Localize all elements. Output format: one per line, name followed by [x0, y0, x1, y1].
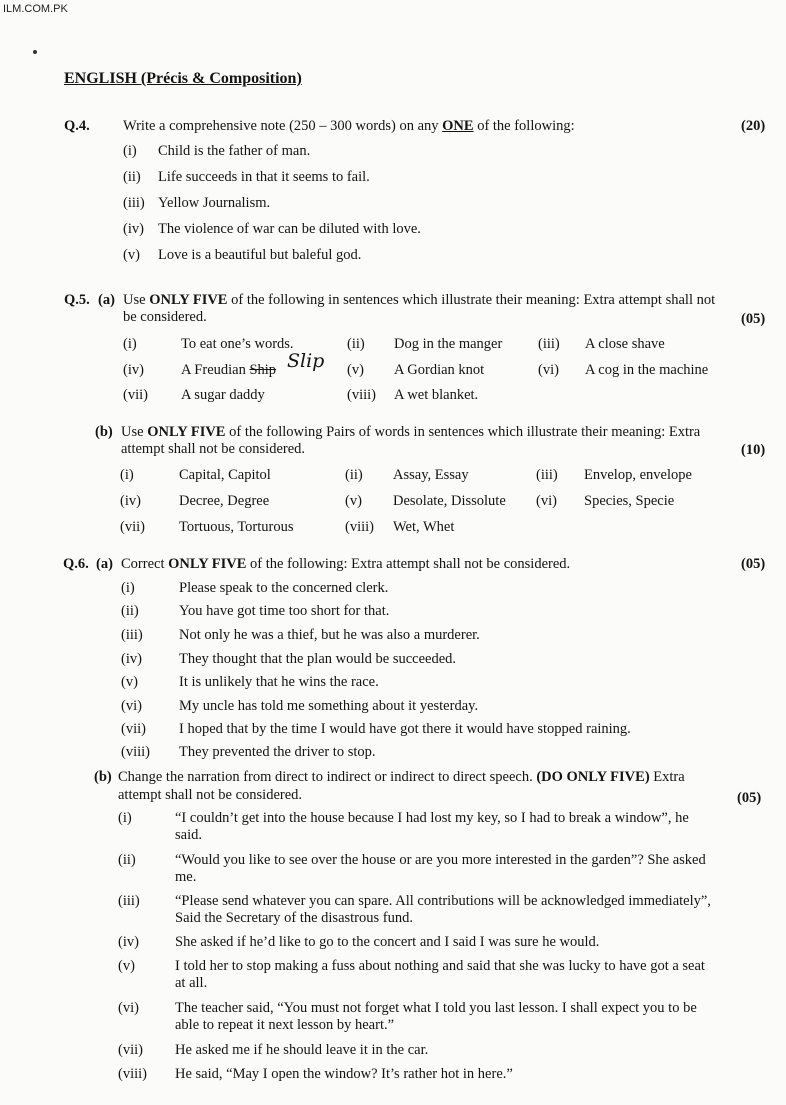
part-marks: (05) [741, 556, 766, 572]
item-text-part: A Freudian [181, 362, 250, 378]
item-text: “Would you like to see over the house or are you more interested in the garden”? She asked [175, 852, 706, 868]
part-label: (a) [96, 556, 113, 572]
item-text: She asked if he’d like to go to the concert and I said I was sure he would. [175, 934, 600, 950]
part-instruction [121, 424, 700, 441]
item-text-cont: said. [175, 827, 202, 843]
item-number: (i) [121, 580, 135, 596]
item-text: A sugar daddy [181, 387, 265, 403]
instruction-text: Extra [649, 769, 685, 785]
item-text: I told her to stop making a fuss about nothing and said that she was lucky to have got a seat [175, 958, 705, 974]
item-number: (vi) [538, 362, 559, 378]
item-text: Decree, Degree [179, 493, 270, 509]
item-number: (v) [123, 247, 140, 263]
item-number: (v) [118, 958, 135, 974]
item-number: (iv) [123, 362, 144, 378]
item-text: He said, “May I open the window? It’s rather hot in here.” [175, 1066, 513, 1082]
item-text: Yellow Journalism. [158, 195, 271, 211]
stray-dot-mark [33, 50, 37, 54]
item-text: “Please send whatever you can spare. All contributions will be acknowledged immediately”, [175, 893, 711, 909]
instruction-emphasis: ONLY FIVE [149, 292, 228, 308]
item-text: The teacher said, “You must not forget what I told you last lesson. I shall expect you to be [175, 1000, 697, 1016]
item-text: Child is the father of man. [158, 143, 311, 159]
item-text: Tortuous, Torturous [179, 519, 294, 535]
question-marks: (20) [741, 118, 766, 134]
question-instruction [123, 118, 575, 135]
item-text: A wet blanket. [394, 387, 479, 403]
part-label: (a) [98, 292, 115, 308]
item-text: I hoped that by the time I would have got there it would have stopped raining. [179, 721, 631, 737]
item-number: (viii) [345, 519, 374, 535]
part-instruction-cont: attempt shall not be considered. [118, 787, 303, 803]
instruction-emphasis: ONLY FIVE [168, 556, 247, 572]
item-text: Not only he was a thief, but he was also a murderer. [179, 627, 480, 643]
item-number: (i) [123, 336, 137, 352]
item-number: (v) [121, 674, 138, 690]
instruction-text: Use [121, 424, 148, 440]
item-number: (iii) [121, 627, 143, 643]
question-number: Q.5. [64, 292, 90, 308]
site-watermark: ILM.COM.PK [3, 3, 68, 15]
instruction-text: of the following: Extra attempt shall not be considered. [246, 556, 571, 572]
instruction-text: Change the narration from direct to indirect or indirect to direct speech. [118, 769, 537, 785]
instruction-text: of the following Pairs of words in sentences which illustrate their meaning: Extra [225, 424, 701, 440]
item-text: Wet, Whet [393, 519, 455, 535]
handwritten-correction: Slip [287, 350, 325, 372]
item-number: (vii) [121, 721, 146, 737]
item-number: (ii) [347, 336, 365, 352]
item-text: My uncle has told me something about it yesterday. [179, 698, 479, 714]
item-number: (iv) [121, 651, 142, 667]
item-text: Dog in the manger [394, 336, 503, 352]
item-number: (iv) [120, 493, 141, 509]
item-text: To eat one’s words. [181, 336, 294, 352]
item-text: Desolate, Dissolute [393, 493, 506, 509]
item-text: Species, Specie [584, 493, 675, 509]
item-number: (iv) [123, 221, 144, 237]
item-number: (vii) [123, 387, 148, 403]
item-text: “I couldn’t get into the house because I had lost my key, so I had to break a window”, he [175, 810, 689, 826]
item-number: (ii) [345, 467, 363, 483]
item-text: A close shave [585, 336, 665, 352]
item-number: (vi) [118, 1000, 139, 1016]
item-text: It is unlikely that he wins the race. [179, 674, 379, 690]
instruction-text: Correct [121, 556, 169, 572]
instruction-emphasis: ONLY FIVE [147, 424, 226, 440]
part-marks: (10) [741, 442, 766, 458]
paper-heading: ENGLISH (Précis & Composition) [64, 70, 302, 87]
item-number: (viii) [118, 1066, 147, 1082]
item-number: (viii) [121, 744, 150, 760]
item-number: (vii) [120, 519, 145, 535]
item-number: (v) [347, 362, 364, 378]
instruction-text: of the following: [473, 118, 575, 134]
question-number: Q.4. [64, 118, 90, 134]
part-marks: (05) [741, 311, 766, 327]
question-number: Q.6. [63, 556, 89, 572]
part-label: (b) [94, 769, 112, 785]
item-text-cont: me. [175, 869, 197, 885]
part-label: (b) [95, 424, 113, 440]
item-number: (iii) [538, 336, 560, 352]
item-text: Capital, Capitol [179, 467, 271, 483]
item-text: Love is a beautiful but baleful god. [158, 247, 362, 263]
item-text: The violence of war can be diluted with love. [158, 221, 421, 237]
item-number: (i) [118, 810, 132, 826]
part-instruction-cont: attempt shall not be considered. [121, 441, 306, 457]
item-number: (iv) [118, 934, 139, 950]
item-text: A cog in the machine [585, 362, 709, 378]
item-text-cont: able to repeat it next lesson by heart.” [175, 1017, 395, 1033]
item-text: You have got time too short for that. [179, 603, 390, 619]
part-instruction [118, 769, 685, 786]
item-number: (iii) [536, 467, 558, 483]
instruction-emphasis: ONE [442, 118, 474, 134]
item-text: Life succeeds in that it seems to fail. [158, 169, 370, 185]
item-number: (iii) [118, 893, 140, 909]
item-number: (i) [120, 467, 134, 483]
item-number: (v) [345, 493, 362, 509]
item-text-cont: at all. [175, 975, 208, 991]
item-number: (vi) [536, 493, 557, 509]
item-text: They thought that the plan would be succeeded. [179, 651, 457, 667]
item-text: Envelop, envelope [584, 467, 692, 483]
item-number: (vi) [121, 698, 142, 714]
part-instruction [121, 556, 570, 573]
part-instruction-cont: be considered. [123, 309, 207, 325]
item-text-cont: Said the Secretary of the disastrous fund. [175, 910, 413, 926]
item-text: Assay, Essay [393, 467, 469, 483]
item-text: They prevented the driver to stop. [179, 744, 376, 760]
item-text: A Gordian knot [394, 362, 485, 378]
instruction-emphasis: (DO ONLY FIVE) [536, 769, 650, 785]
item-text: Please speak to the concerned clerk. [179, 580, 389, 596]
item-number: (viii) [347, 387, 376, 403]
instruction-text: Write a comprehensive note (250 – 300 words) on any [123, 118, 443, 134]
item-number: (iii) [123, 195, 145, 211]
part-marks: (05) [737, 790, 762, 806]
part-instruction [123, 292, 715, 309]
item-number: (ii) [118, 852, 136, 868]
item-number: (i) [123, 143, 137, 159]
item-text: He asked me if he should leave it in the car. [175, 1042, 429, 1058]
item-text [181, 362, 276, 379]
struck-word: Ship [249, 362, 277, 378]
item-number: (vii) [118, 1042, 143, 1058]
instruction-text: of the following in sentences which illustrate their meaning: Extra attempt shall not [227, 292, 716, 308]
instruction-text: Use [123, 292, 150, 308]
item-number: (ii) [123, 169, 141, 185]
item-number: (ii) [121, 603, 139, 619]
